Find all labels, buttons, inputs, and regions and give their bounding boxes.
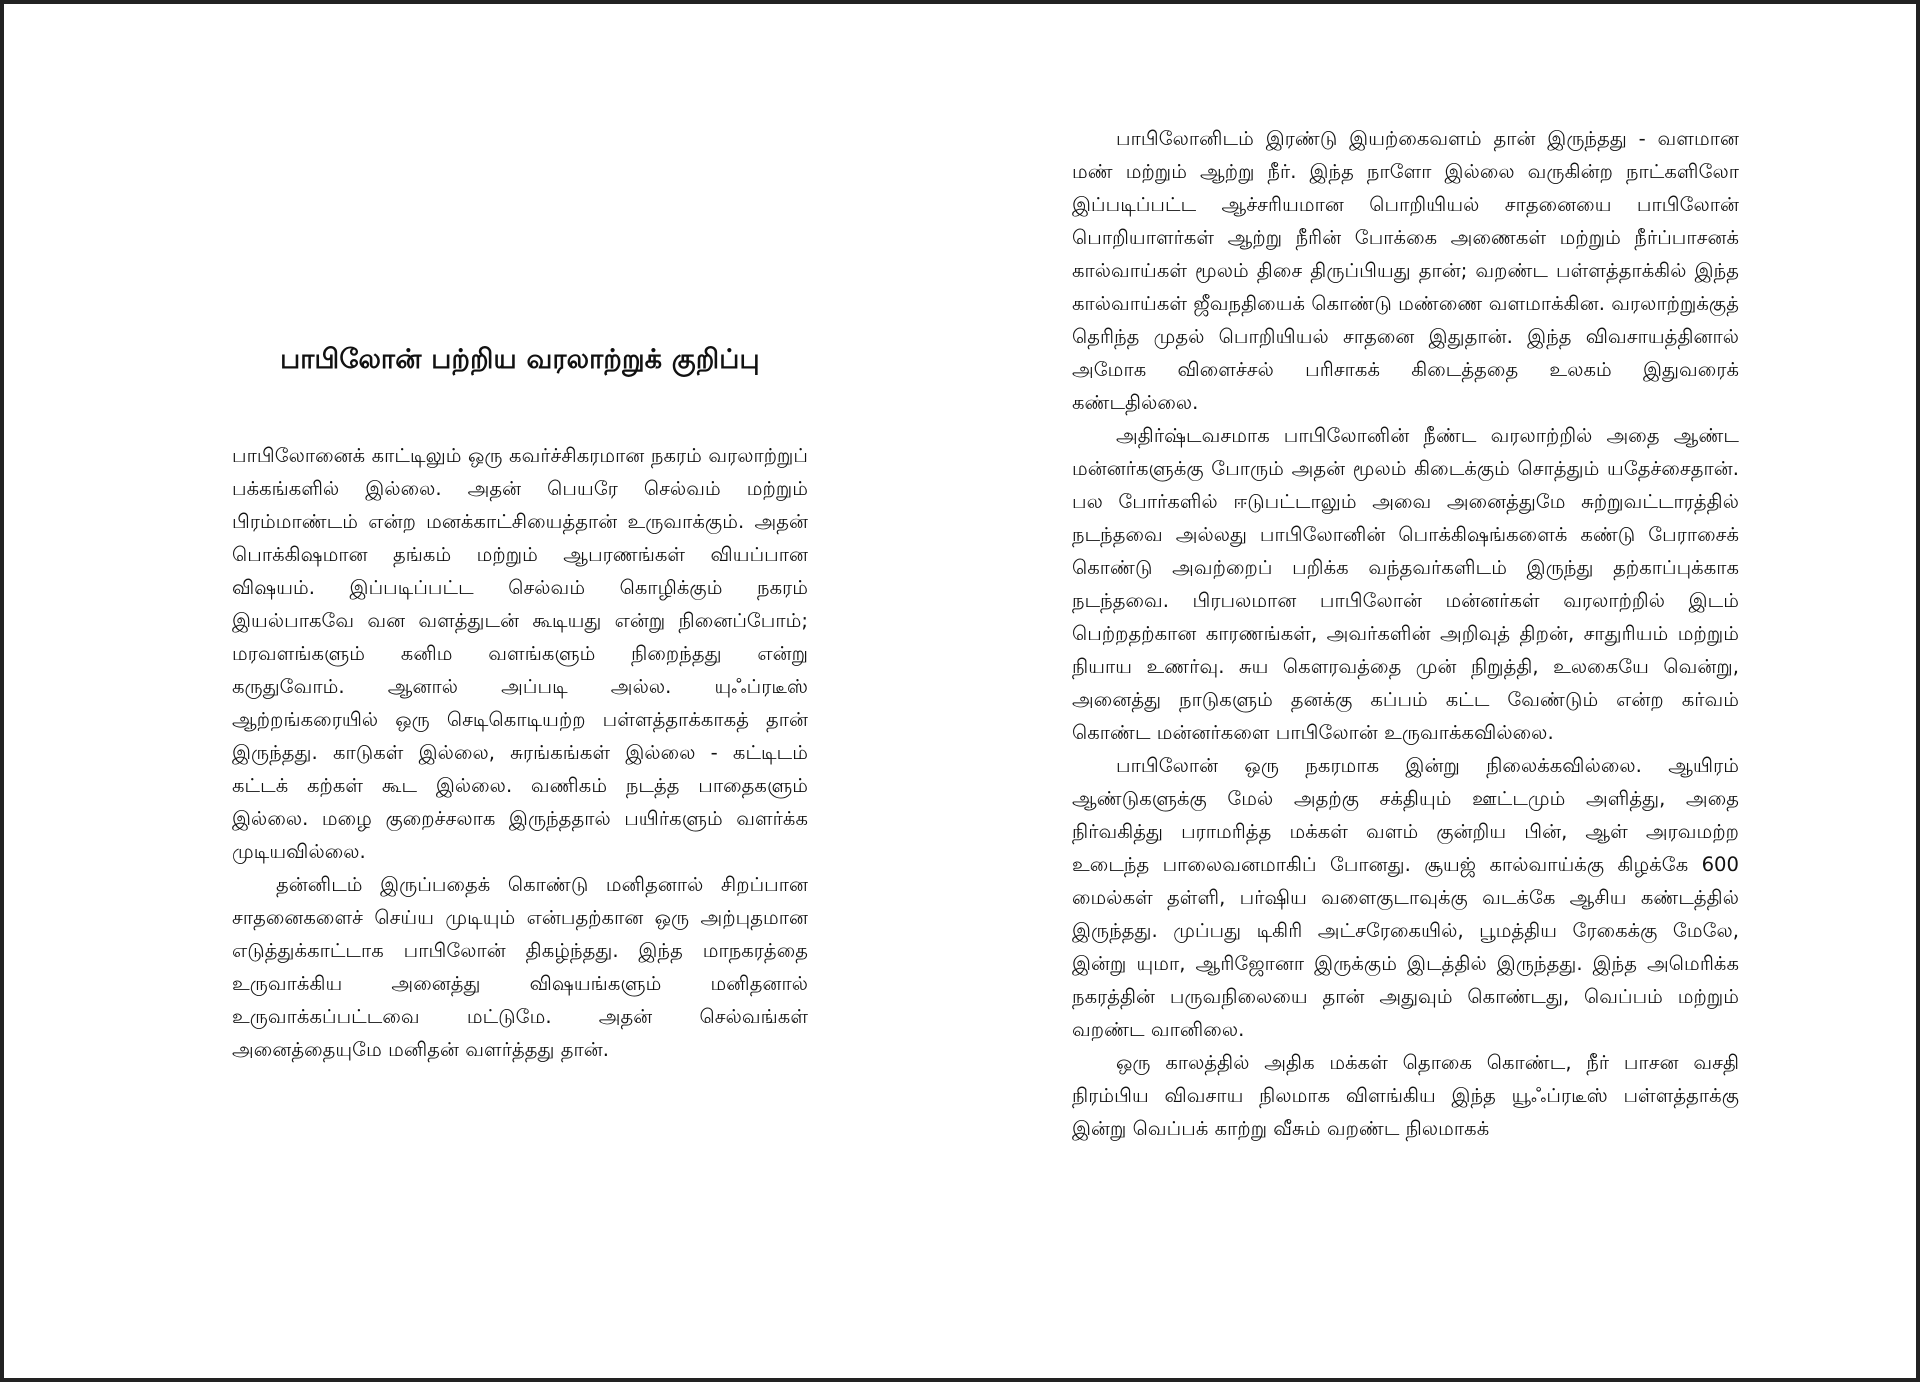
chapter-title: பாபிலோன் பற்றிய வரலாற்றுக் குறிப்பு bbox=[280, 344, 760, 375]
body-paragraph: பாபிலோன் ஒரு நகரமாக இன்று நிலைக்கவில்லை. ஆயிரம் ஆண்டுகளுக்கு மேல் அதற்கு சக்தியும் ஊட்டமும் அளித்து, அதை நிர்வகித்து பராமரித்த மக்கள் வளம் குன்றிய பின், ஆள் அரவமற்ற உடைந்த பாலைவனமாகிப் போனது. சூயஜ் கால்வாய்க்கு கிழக்கே 600 மைல்கள் தள்ளி, பர்ஷிய வளைகுடாவுக்கு வடக்கே ஆசிய கண்டத்தில் இருந்தது. முப்பது டிகிரி அட்சரேகையில், பூமத்திய ரேகைக்கு மேலே, இன்று யுமா, ஆரிஜோனா இருக்கும் இடத்தில் இருந்தது. இந்த அமெரிக்க நகரத்தின் பருவநிலையை தான் அதுவும் கொண்டது, வெப்பம் மற்றும் வறண்ட வானிலை. bbox=[1072, 754, 1739, 1041]
body-paragraph: பாபிலோனைக் காட்டிலும் ஒரு கவர்ச்சிகரமான நகரம் வரலாற்றுப் பக்கங்களில் இல்லை. அதன் பெயரே செல்வம் மற்றும் பிரம்மாண்டம் என்ற மனக்காட்சியைத்தான் உருவாக்கும். அதன் பொக்கிஷமான தங்கம் மற்றும் ஆபரணங்கள் வியப்பான விஷயம். இப்படிப்பட்ட செல்வம் கொழிக்கும் நகரம் இயல்பாகவே வன வளத்துடன் கூடியது என்று நினைப்போம்; மரவளங்களும் கனிம வளங்களும் நிறைந்தது என்று கருதுவோம். ஆனால் அப்படி அல்ல. யுஃப்ரடீஸ் ஆற்றங்கரையில் ஒரு செடிகொடியற்ற பள்ளத்தாக்காகத் தான் இருந்தது. காடுகள் இல்லை, சுரங்கங்கள் இல்லை - கட்டிடம் கட்டக் கற்கள் கூட இல்லை. வணிகம் நடத்த பாதைகளும் இல்லை. மழை குறைச்சலாக இருந்ததால் பயிர்களும் வளர்க்க முடியவில்லை. bbox=[232, 444, 808, 863]
body-paragraph: அதிர்ஷ்டவசமாக பாபிலோனின் நீண்ட வரலாற்றில் அதை ஆண்ட மன்னர்களுக்கு போரும் அதன் மூலம் கிடைக்கும் சொத்தும் யதேச்சைதான். பல போர்களில் ஈடுபட்டாலும் அவை அனைத்துமே சுற்றுவட்டாரத்தில் நடந்தவை அல்லது பாபிலோனின் பொக்கிஷங்களைக் கண்டு பேராசைக் கொண்டு அவற்றைப் பறிக்க வந்தவர்களிடம் இருந்து தற்காப்புக்காக நடந்தவை. பிரபலமான பாபிலோன் மன்னர்கள் வரலாற்றில் இடம் பெற்றதற்கான காரணங்கள், அவர்களின் அறிவுத் திறன், சாதுரியம் மற்றும் நியாய உணர்வு. சுய கௌரவத்தை முன் நிறுத்தி, உலகையே வென்று, அனைத்து நாடுகளும் தனக்கு கப்பம் கட்ட வேண்டும் என்ற கர்வம் கொண்ட மன்னர்களை பாபிலோன் உருவாக்கவில்லை. bbox=[1072, 424, 1739, 744]
body-paragraph: ஒரு காலத்தில் அதிக மக்கள் தொகை கொண்ட, நீர் பாசன வசதி நிரம்பிய விவசாய நிலமாக விளங்கிய இந்த யூஃப்ரடீஸ் பள்ளத்தாக்கு இன்று வெப்பக் காற்று வீசும் வறண்ட நிலமாகக் bbox=[1072, 1051, 1739, 1140]
left-page-body bbox=[232, 439, 808, 1066]
body-paragraph: தன்னிடம் இருப்பதைக் கொண்டு மனிதனால் சிறப்பான சாதனைகளைச் செய்ய முடியும் என்பதற்கான ஒரு அற்புதமான எடுத்துக்காட்டாக பாபிலோன் திகழ்ந்தது. இந்த மாநகரத்தை உருவாக்கிய அனைத்து விஷயங்களும் மனிதனால் உருவாக்கப்பட்டவை மட்டுமே. அதன் செல்வங்கள் அனைத்தையுமே மனிதன் வளர்த்தது தான். bbox=[232, 873, 808, 1061]
right-page-body bbox=[1072, 122, 1739, 1145]
body-paragraph: பாபிலோனிடம் இரண்டு இயற்கைவளம் தான் இருந்தது - வளமான மண் மற்றும் ஆற்று நீர். இந்த நாளோ இல்லை வருகின்ற நாட்களிலோ இப்படிப்பட்ட ஆச்சரியமான பொறியியல் சாதனையை பாபிலோன் பொறியாளர்கள் ஆற்று நீரின் போக்கை அணைகள் மற்றும் நீர்ப்பாசனக் கால்வாய்கள் மூலம் திசை திருப்பியது தான்; வறண்ட பள்ளத்தாக்கில் இந்த கால்வாய்கள் ஜீவநதியைக் கொண்டு மண்ணை வளமாக்கின. வரலாற்றுக்குத் தெரிந்த முதல் பொறியியல் சாதனை இதுதான். இந்த விவசாயத்தினால் அமோக விளைச்சல் பரிசாகக் கிடைத்ததை உலகம் இதுவரைக் கண்டதில்லை. bbox=[1072, 127, 1739, 414]
